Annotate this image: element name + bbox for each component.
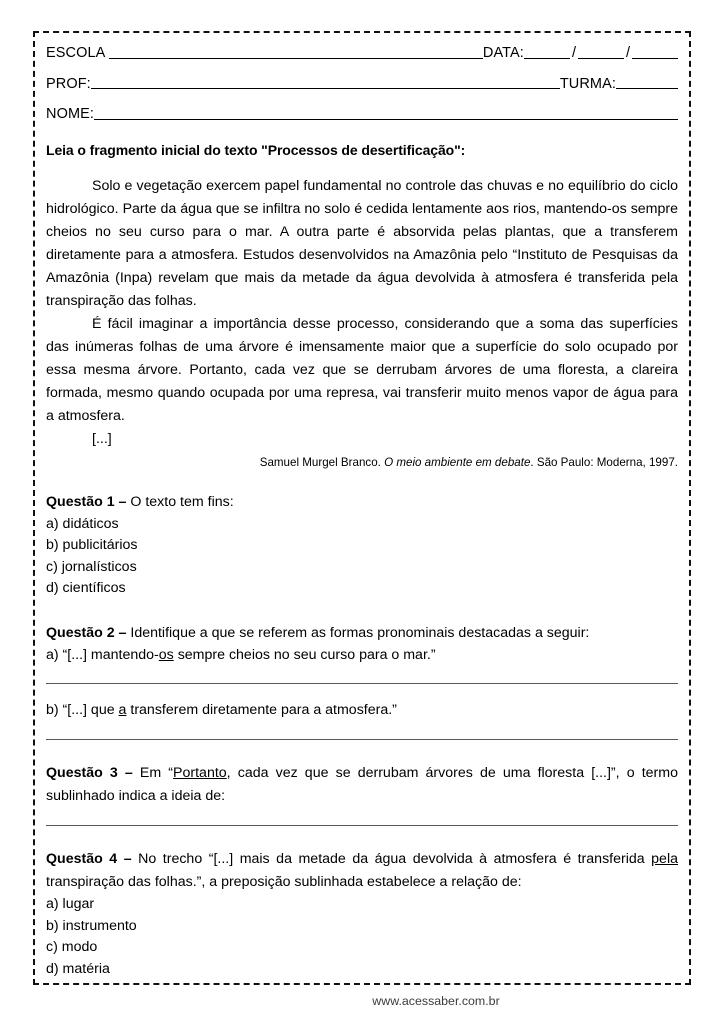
question-1-alternative-d[interactable]: d) científicos [46,580,126,597]
spacer [46,684,678,700]
question-2-item-b-pre: b) “[...] que [46,702,119,719]
question-2-item-b [46,700,678,722]
text-paragraph-2: É fácil imaginar a importância desse processo, considerando que a soma das superfícies das inúmeras folhas de uma árvore é imensamente maior que a superfície do solo ocupado por essa mesma árvore. Portanto, cada vez que se derrubam árvores de uma floresta, a clareira formada, mesmo quando ocupada por uma represa, vai transferir muito menos vapor de água para a atmosfera. [46,315,678,424]
turma-input-line[interactable] [616,88,678,89]
question-4-prompt [46,848,678,894]
question-2-item-a [46,645,678,667]
question-1-alternative-c[interactable]: c) jornalísticos [46,558,137,575]
source-credit [46,456,678,469]
question-2-item-b-underlined: a [118,702,127,719]
date-day-input-line[interactable] [524,58,570,59]
question-2-item-b-post: transferem diretamente para a atmosfera.” [126,702,397,719]
question-4-text-post: transpiração das folhas.”, a preposição sublinhada estabelece a relação de: [46,873,522,890]
identification-block [46,42,678,122]
nome-input-line[interactable] [94,119,678,120]
data-label: DATA: [482,45,524,61]
reading-instruction: Leia o fragmento inicial do texto "Processos de desertificação": [46,141,466,158]
worksheet-dashed-border [33,31,691,985]
turma-label: TURMA: [559,75,616,92]
question-2-text: Identifique a que se referem as formas pronominais destacadas a seguir: [130,624,590,641]
question-3-number: Questão 3 – [46,764,140,781]
question-4-text-pre: No trecho “[...] mais da metade da água devolvida à atmosfera é transferida [138,850,652,867]
row-nome [46,107,678,122]
row-prof-turma [46,77,678,92]
question-2-prompt [46,622,678,645]
spacer [46,740,678,762]
question-2-item-a-post: sempre cheios no seu curso para o mar.” [173,646,436,663]
question-1-number: Questão 1 – [46,493,131,510]
nome-label: NOME: [46,106,95,122]
date-separator-2: / [625,45,630,61]
question-3-underlined-term: Portanto [173,764,227,781]
escola-label: ESCOLA [46,45,106,61]
question-3-prompt [46,762,678,808]
question-4-alternative-b[interactable]: b) instrumento [46,917,137,934]
question-3-text-pre: Em “ [139,764,174,781]
spacer [46,600,678,622]
question-4-underlined-term: pela [651,850,678,867]
question-2-item-a-underlined: os [158,646,174,663]
date-month-input-line[interactable] [578,58,624,59]
credit-work-title: O meio ambiente em debate [384,455,531,469]
text-ellipsis: [...] [92,430,112,447]
question-1-prompt [46,491,678,514]
footer-website: www.acessaber.com.br [372,994,500,1008]
question-1-alternative-a[interactable]: a) didáticos [46,515,119,532]
spacer [46,826,678,848]
question-2-item-a-pre: a) “[...] mantendo- [46,646,159,663]
question-2-number: Questão 2 – [46,624,131,641]
date-separator-1: / [571,45,576,61]
question-4-alternative-d[interactable]: d) matéria [46,960,110,977]
question-4-alternative-a[interactable]: a) lugar [46,895,95,912]
question-4-number: Questão 4 – [46,850,139,867]
credit-publisher: . São Paulo: Moderna, 1997. [530,455,678,469]
question-1-alternative-b[interactable]: b) publicitários [46,537,138,554]
escola-input-line[interactable] [109,58,482,59]
date-year-input-line[interactable] [632,58,678,59]
question-1-text: O texto tem fins: [130,493,234,510]
worksheet-content [46,42,678,979]
question-3-text-post: , cada vez que se derrubam árvores de uma floresta [...]”, o termo sublinhado indica a ideia de: [46,764,678,804]
text-paragraph-1: Solo e vegetação exercem papel fundamental no controle das chuvas e no equilíbrio do ciclo hidrológico. Parte da água que se infiltra no solo é cedida lentamente aos rios, mantendo-os sempre cheios no seu curso para o mar. A outra parte é absorvida pelas plantas, que a transferem diretamente para a atmosfera. Estudos desenvolvidos na Amazônia pelo “Instituto de Pesquisas da Amazônia (Inpa) revelam que mais da metade da água devolvida à atmosfera é transferida pela transpiração das folhas. [46,177,678,309]
credit-author: Samuel Murgel Branco. [259,455,385,469]
prof-input-line[interactable] [91,88,560,89]
row-escola-data [46,46,678,61]
question-4-alternative-c[interactable]: c) modo [46,939,98,956]
prof-label: PROF: [46,75,91,92]
